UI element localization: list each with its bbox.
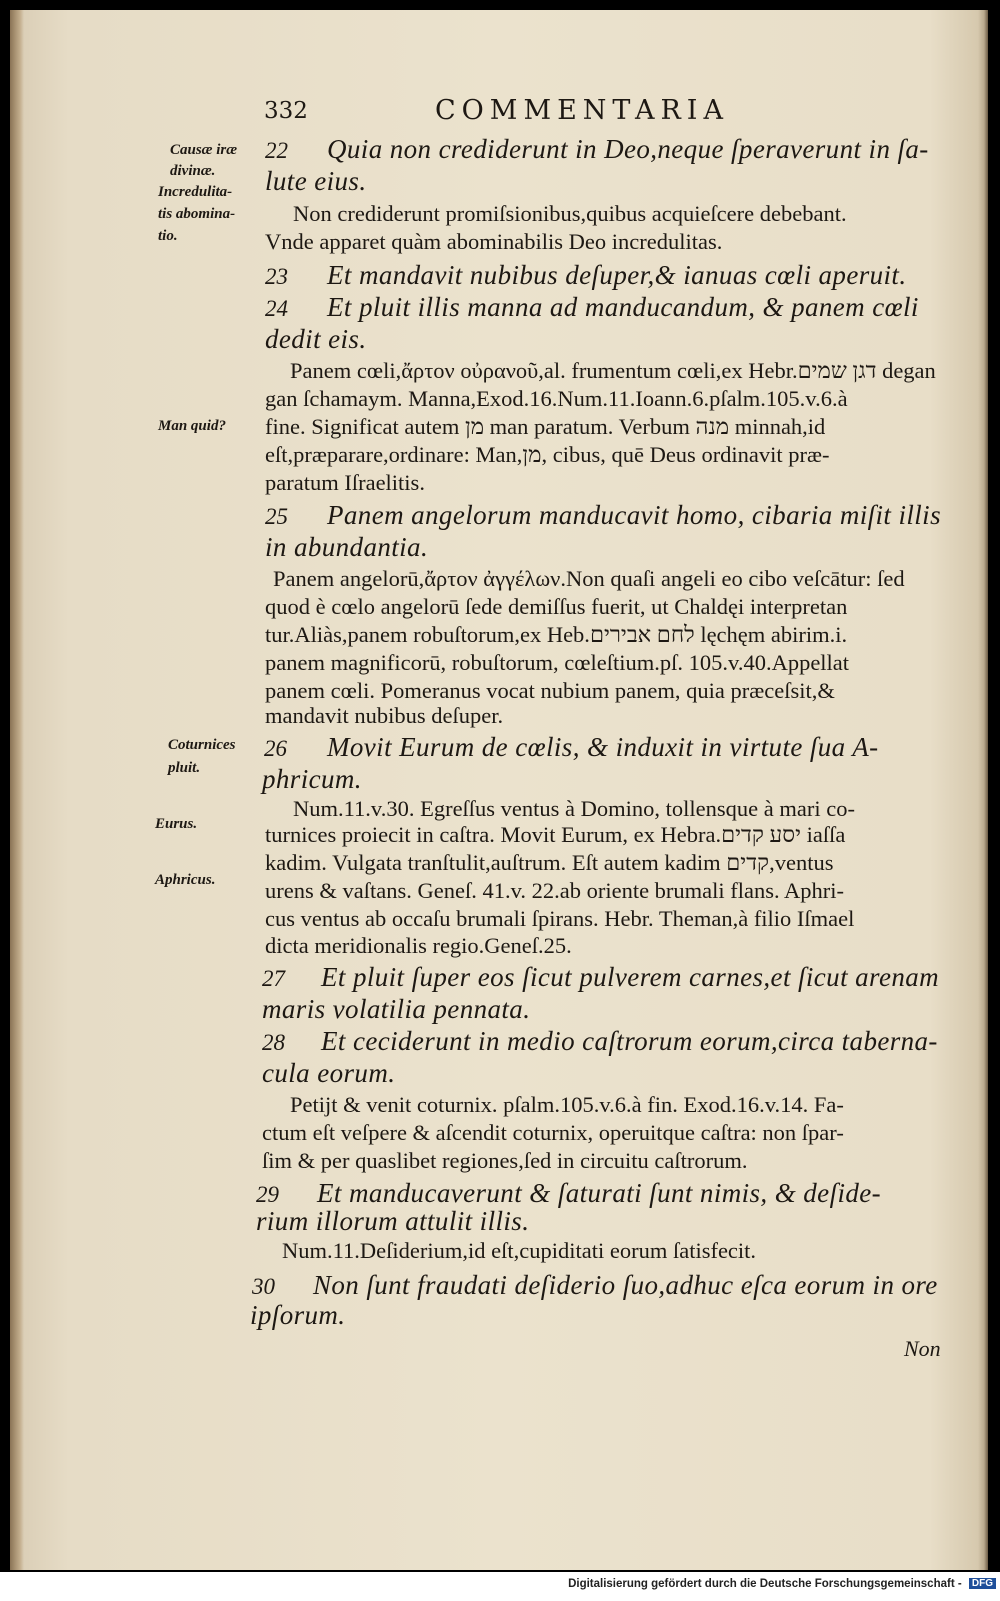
digitization-footer <box>0 1578 996 1590</box>
verse-number: 29 <box>256 1182 279 1207</box>
verse-line: lute eius. <box>265 166 367 196</box>
verse-number: 24 <box>265 296 288 321</box>
verse-line: Et manducaverunt & ſaturati ſunt nimis, & deſide- <box>317 1178 882 1208</box>
verse-line: dedit eis. <box>265 324 367 354</box>
commentary-line: gan ſchamaym. Manna,Exod.16.Num.11.Ioann.6.pſalm.105.v.6.à <box>265 386 848 411</box>
verse-line: cula eorum. <box>262 1058 396 1088</box>
commentary-line: Non crediderunt promiſsionibus,quibus acquieſcere debebant. <box>293 201 847 226</box>
margin-note: divinæ. <box>170 163 216 179</box>
verse-line: in abundantia. <box>265 532 429 562</box>
commentary-line: Num.11.v.30. Egreſſus ventus à Domino, tollensque à mari co- <box>293 796 855 821</box>
verse-number: 28 <box>262 1030 285 1055</box>
margin-note: Incredulita- <box>158 184 233 200</box>
margin-note: pluit. <box>168 760 201 776</box>
commentary-line: turnices proiecit in caſtra. Movit Eurum, ex Hebra.יסע קדים iaſſa <box>265 822 846 847</box>
commentary-line: Num.11.Deſiderium,id eſt,cupiditati eorum ſatisfecit. <box>282 1238 757 1263</box>
margin-note: Causæ iræ <box>170 142 238 158</box>
verse-line: phricum. <box>262 764 362 794</box>
commentary-line: quod è cœlo angelorū ſede demiſſus fuerit, ut Chaldęi interpretan <box>265 594 848 619</box>
verse-line: rium illorum attulit illis. <box>256 1206 530 1236</box>
margin-note: Coturnices <box>168 737 236 753</box>
commentary-line: panem cœli. Pomeranus vocat nubium panem, quia præceſsit,& <box>265 678 835 703</box>
verse-number: 30 <box>252 1274 275 1299</box>
commentary-line: dicta meridionalis regio.Geneſ.25. <box>265 933 572 958</box>
margin-note: Eurus. <box>155 816 198 832</box>
dfg-logo: DFG <box>969 1578 996 1589</box>
commentary-line: urens & vaſtans. Geneſ. 41.v. 22.ab oriente brumali flans. Aphri- <box>265 878 845 903</box>
commentary-line: paratum Iſraelitis. <box>265 470 425 495</box>
verse-number: 26 <box>264 736 287 761</box>
verse-line: Et mandavit nubibus deſuper,& ianuas cœli aperuit. <box>327 260 907 290</box>
verse-line: Et pluit ſuper eos ſicut pulverem carnes,et ſicut arenam <box>321 962 940 992</box>
verse-line: ipſorum. <box>250 1300 346 1330</box>
commentary-line: mandavit nubibus deſuper. <box>265 703 504 728</box>
verse-line: maris volatilia pennata. <box>262 994 531 1024</box>
commentary-line: kadim. Vulgata tranſtulit,auſtrum. Eſt autem kadim קדים,ventus <box>265 850 834 875</box>
footer-text: Digitalisierung gefördert durch die Deutsche Forschungsgemeinschaft - <box>568 1578 962 1590</box>
catchword: Non <box>904 1336 941 1361</box>
verse-number: 25 <box>265 504 288 529</box>
verse-number: 23 <box>265 264 288 289</box>
commentary-line: Panem angelorū,ἄρτον ἀγγέλων.Non quaſi angeli eo cibo veſcātur: ſed <box>273 566 905 591</box>
verse-line: Et ceciderunt in medio caſtrorum eorum,circa taberna- <box>321 1026 938 1056</box>
commentary-line: cus ventus ab occaſu brumali ſpirans. Hebr. Theman,à filio Iſmael <box>265 906 855 931</box>
verse-number: 27 <box>262 966 285 991</box>
commentary-line: eſt,præparare,ordinare: Man,מן, cibus, quē Deus ordinavit præ- <box>265 442 830 467</box>
verse-line: Movit Eurum de cœlis, & induxit in virtute ſua A- <box>327 732 879 762</box>
page-number: 332 <box>264 98 308 124</box>
commentary-line: ctum eſt veſpere & aſcendit coturnix, operuitque caſtra: non ſpar- <box>262 1120 844 1145</box>
running-head: COMMENTARIA <box>435 95 729 126</box>
verse-line: Quia non crediderunt in Deo,neque ſperaverunt in ſa- <box>327 134 929 164</box>
page-gutter-shadow <box>10 10 24 1570</box>
commentary-line: ſim & per quaslibet regiones,ſed in circuitu caſtrorum. <box>262 1148 748 1173</box>
margin-note: tio. <box>158 228 178 244</box>
commentary-line: Petijt & venit coturnix. pſalm.105.v.6.à fin. Exod.16.v.14. Fa- <box>290 1092 844 1117</box>
page-edge-shadow <box>978 10 988 1570</box>
verse-line: Non ſunt fraudati deſiderio ſuo,adhuc eſca eorum in ore <box>313 1270 938 1300</box>
commentary-line: tur.Aliàs,panem robuſtorum,ex Heb.לחם אבירים lęchęm abirim.i. <box>265 622 848 647</box>
verse-number: 22 <box>265 138 288 163</box>
margin-note: Man quid? <box>158 418 226 434</box>
verse-line: Panem angelorum manducavit homo, cibaria miſit illis <box>327 500 941 530</box>
commentary-line: Panem cœli,ἄρτον οὐρανοῦ,al. frumentum cœli,ex Hebr.דגן שמים degan <box>290 358 936 383</box>
commentary-line: panem magnificorū, robuſtorum, cœleſtium.pſ. 105.v.40.Appellat <box>265 650 850 675</box>
margin-note: tis abomina- <box>158 206 236 222</box>
margin-note: Aphricus. <box>155 872 216 888</box>
verse-line: Et pluit illis manna ad manducandum, & panem cœli <box>327 292 919 322</box>
commentary-line: fine. Significat autem מן man paratum. Verbum מנה minnah,id <box>265 414 826 439</box>
commentary-line: Vnde apparet quàm abominabilis Deo incredulitas. <box>265 229 723 254</box>
